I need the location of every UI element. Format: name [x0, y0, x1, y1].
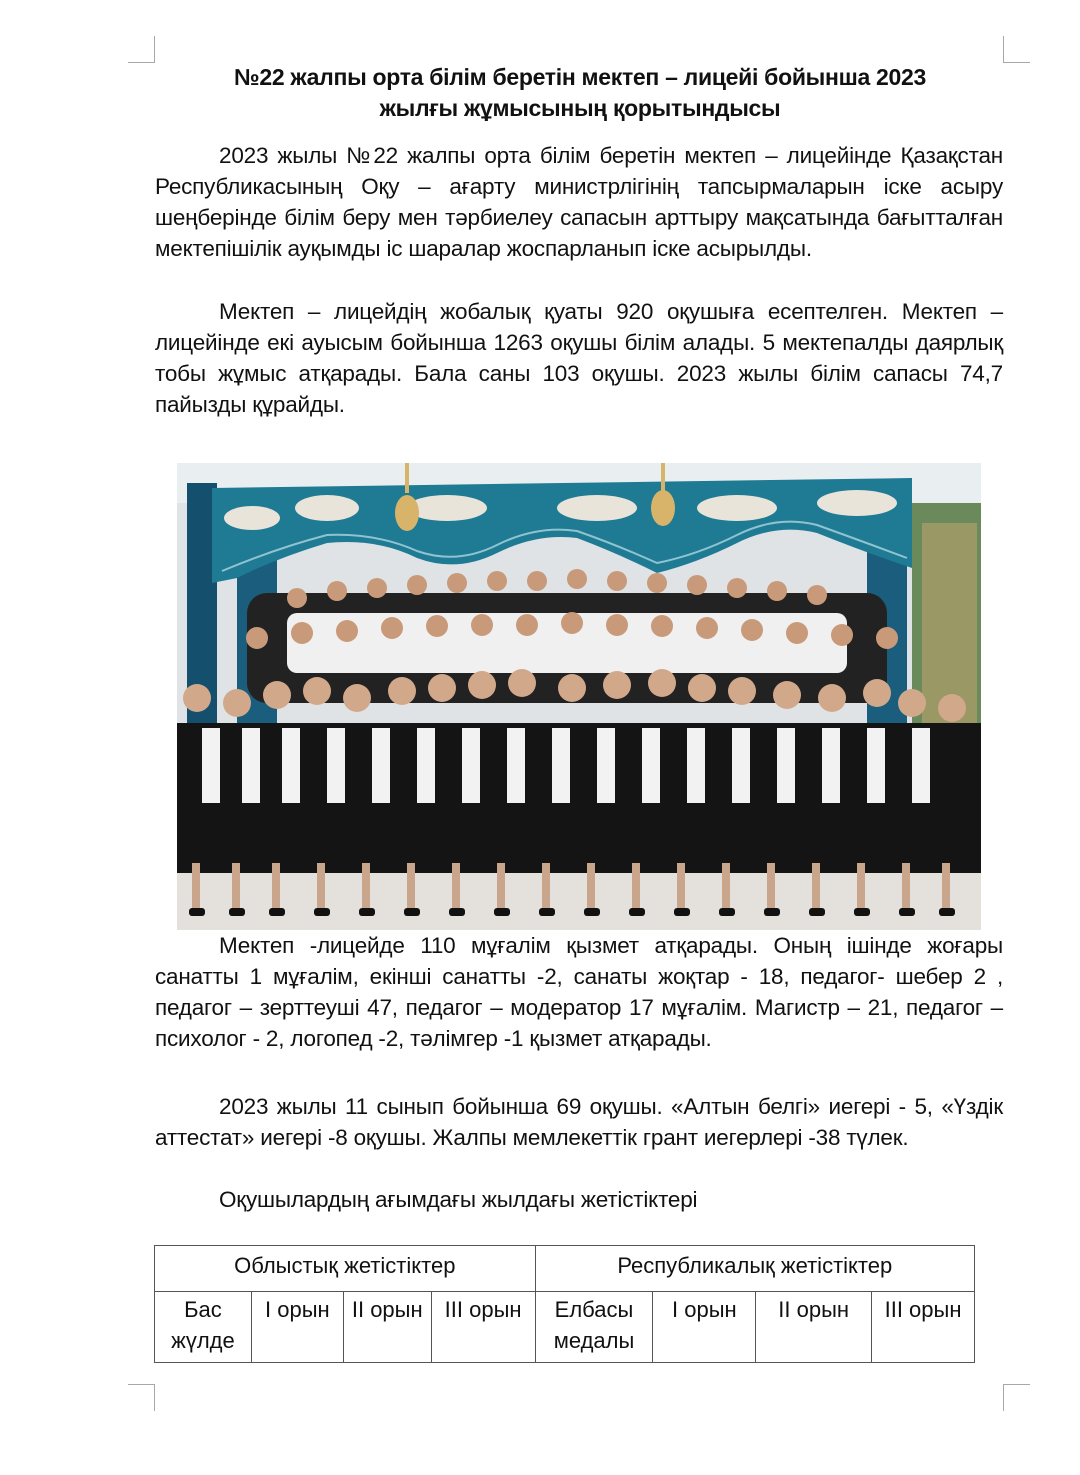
- achievements-table: [154, 1245, 975, 1363]
- column-header-regional-1st-place: I орын: [251, 1292, 343, 1363]
- table-column-header-row: [155, 1292, 975, 1363]
- title-line-1: №22 жалпы орта білім беретін мектеп – лицейі бойынша 2023: [233, 64, 927, 90]
- paragraph-intro: 2023 жылы №22 жалпы орта білім беретін мектеп – лицейінде Қазақстан Республикасының Оқу – ағарту министрлігінің тапсырмаларын іске асыру шеңберінде білім беру мен тәрбиелеу сапасын арттыру мақсатында бағытталған мектепішілік ауқымды іс шаралар жоспарланып іске асырылды.: [155, 143, 1003, 261]
- column-header-regional-3rd-place: III орын: [431, 1292, 535, 1363]
- document-title: [155, 62, 1005, 124]
- column-header-regional-2nd-place: II орын: [343, 1292, 431, 1363]
- column-header-republican-3rd-place: III орын: [872, 1292, 975, 1363]
- page-corner-mark-bottom-left: [128, 1384, 155, 1411]
- column-header-republican-2nd-place: II орын: [756, 1292, 872, 1363]
- column-header-elbasy-medal: Елбасы медалы: [535, 1292, 653, 1363]
- page-corner-mark-top-right: [1003, 36, 1030, 63]
- group-photo: [177, 463, 981, 930]
- group-photo-illustration: [177, 463, 981, 930]
- paragraph-achievements-heading: Оқушылардың ағымдағы жылдағы жетістіктері: [219, 1187, 698, 1212]
- column-header-republican-1st-place: I орын: [653, 1292, 756, 1363]
- table-group-header-row: [155, 1246, 975, 1292]
- page-corner-mark-top-left: [128, 36, 155, 63]
- paragraph-capacity: Мектеп – лицейдің жобалық қуаты 920 оқушыға есептелген. Мектеп – лицейінде екі ауысым бойынша 1263 оқушы білім алады. 5 мектепалды даярлық тобы жұмыс атқарады. Бала саны 103 оқушы. 2023 жылы білім сапасы 74,7 пайызды құрайды.: [155, 299, 1003, 417]
- page-corner-mark-bottom-right: [1003, 1384, 1030, 1411]
- header-regional-achievements: Облыстық жетістіктер: [155, 1246, 536, 1292]
- column-header-grand-prize: Бас жүлде: [155, 1292, 252, 1363]
- paragraph-teachers: Мектеп -лицейде 110 мұғалім қызмет атқарады. Оның ішінде жоғары санатты 1 мұғалім, екінші санатты -2, санаты жоқтар - 18, педагог- шебер 2 , педагог – зерттеуші 47, педагог – модератор 17 мұғалім. Магистр – 21, педагог – психолог - 2, логопед -2, тәлімгер -1 қызмет атқарады.: [155, 933, 1003, 1051]
- paragraph-graduates: 2023 жылы 11 сынып бойынша 69 оқушы. «Алтын белгі» иегері - 5, «Үздік аттестат» иегері -8 оқушы. Жалпы мемлекеттік грант иегерлері -38 түлек.: [155, 1094, 1003, 1150]
- title-line-2: жылғы жұмысының қорытындысы: [379, 95, 781, 121]
- header-republican-achievements: Республикалық жетістіктер: [535, 1246, 974, 1292]
